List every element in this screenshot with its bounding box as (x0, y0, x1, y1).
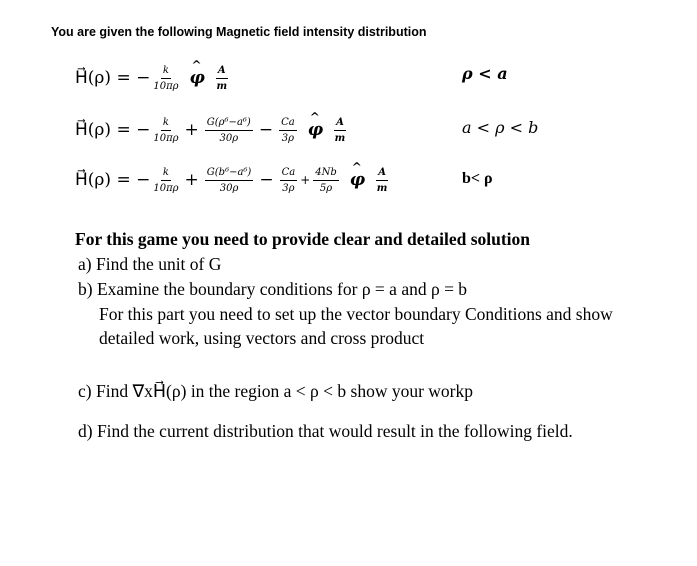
condition-2: a < ρ < b (462, 118, 539, 137)
frac-den: 30ρ (219, 132, 239, 144)
unit-num: A (216, 65, 228, 79)
phi-unit-vector-icon: ^ φ (190, 68, 205, 88)
unit-num: A (376, 167, 388, 181)
frac-den: 5ρ (319, 182, 333, 194)
frac-num: 4Nb (313, 167, 339, 181)
plus-sign: + (300, 173, 311, 187)
frac-num: Ca (280, 167, 298, 181)
equation-region-2 (75, 108, 349, 152)
frac-den: 3ρ (282, 182, 295, 194)
frac-den: 10πρ (153, 80, 179, 92)
equation-region-3 (75, 158, 391, 202)
question-a: a) Find the unit of G (78, 254, 222, 274)
phi-unit-vector-icon: ^ φ (308, 120, 323, 140)
question-b-line-3: detailed work, using vectors and cross product (99, 328, 425, 348)
condition-1: ρ < a (462, 64, 508, 83)
question-d: d) Find the current distribution that would result in the following field. (78, 421, 573, 441)
question-c: c) Find ∇xH⃗(ρ) in the region a < ρ < b show your workp (78, 381, 473, 401)
minus-sign: − (259, 170, 274, 190)
frac-num: k (161, 167, 171, 181)
eq-lhs: H⃗(ρ) = − (75, 170, 151, 190)
plus-sign: + (184, 170, 199, 190)
condition-3: b< ρ (462, 170, 493, 187)
equation-region-1 (75, 56, 231, 100)
frac-den: 10πρ (153, 182, 179, 194)
frac-den: 30ρ (219, 182, 239, 194)
unit-den: m (334, 132, 346, 144)
unit-den: m (216, 80, 228, 92)
frac-den: 3ρ (281, 132, 294, 144)
frac-num: G(ρ⁶−a⁶) (205, 117, 253, 131)
frac-num: k (161, 117, 171, 131)
instructions-heading: For this game you need to provide clear and detailed solution (75, 229, 531, 249)
frac-num: k (161, 65, 171, 79)
question-b-line-2: For this part you need to set up the vector boundary Conditions and show (99, 304, 613, 324)
plus-sign: + (184, 120, 199, 140)
eq-lhs: H⃗(ρ) = − (75, 68, 151, 88)
document-title: You are given the following Magnetic field intensity distribution (51, 25, 427, 39)
frac-den: 10πρ (153, 132, 179, 144)
frac-num: Ca (279, 117, 297, 131)
unit-num: A (334, 117, 346, 131)
eq-lhs: H⃗(ρ) = − (75, 120, 151, 140)
question-b: b) Examine the boundary conditions for ρ = a and ρ = b (78, 279, 468, 299)
minus-sign: − (258, 120, 274, 140)
frac-num: G(b⁶−a⁶) (205, 167, 254, 181)
unit-den: m (376, 182, 388, 194)
phi-unit-vector-icon: ^ φ (350, 170, 365, 190)
